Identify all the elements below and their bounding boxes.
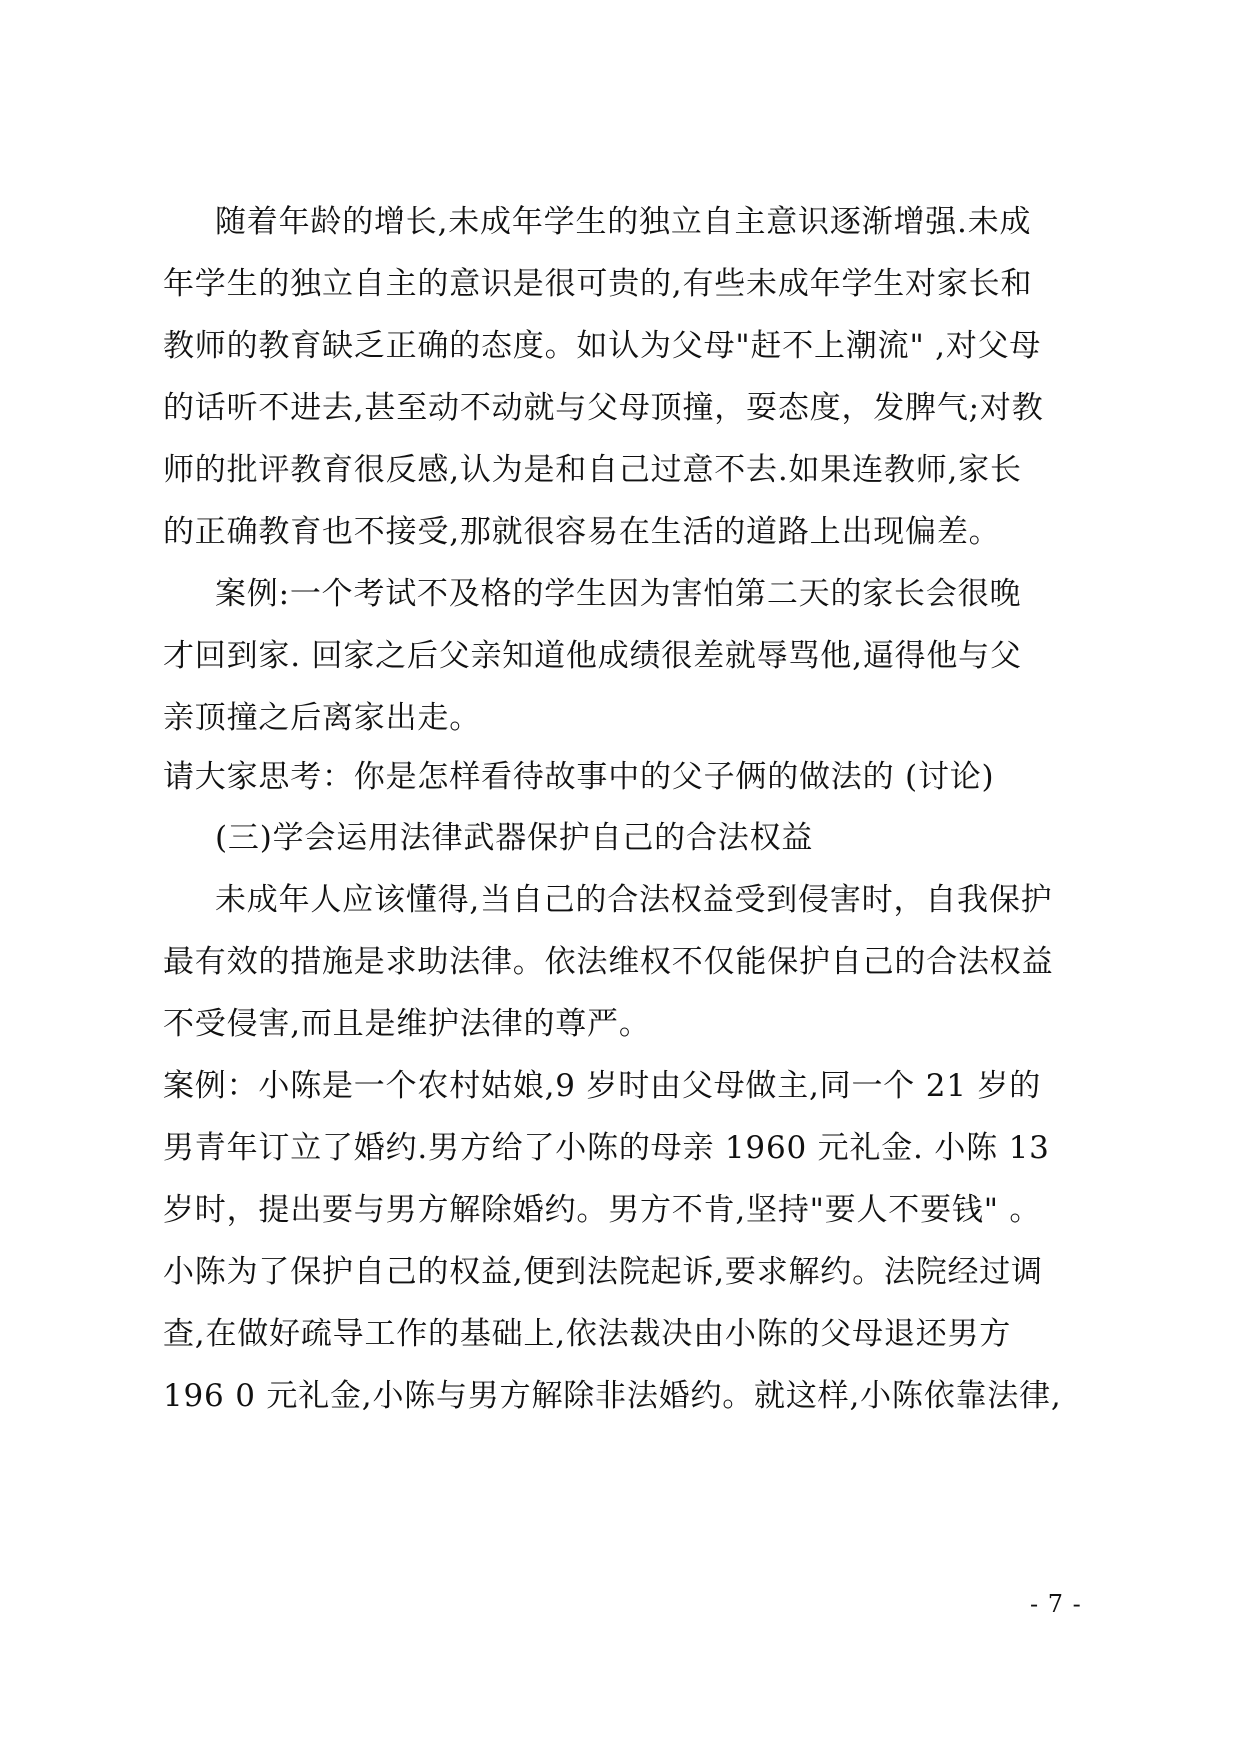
paragraph-1-line-2: 年学生的独立自主的意识是很可贵的,有些未成年学生对家长和 xyxy=(163,266,1033,302)
case-1-line-2: 才回到家. 回家之后父亲知道他成绩很差就辱骂他,逼得他与父 xyxy=(163,638,1022,674)
case-2-line-5: 查,在做好疏导工作的基础上,依法裁决由小陈的父母退还男方 xyxy=(163,1316,1012,1352)
paragraph-2-line-1: 未成年人应该懂得,当自己的合法权益受到侵害时，自我保护 xyxy=(215,882,1053,918)
case-2-line-4: 小陈为了保护自己的权益,便到法院起诉,要求解约。法院经过调 xyxy=(163,1254,1043,1290)
case-1-line-3: 亲顶撞之后离家出走。 xyxy=(163,700,481,736)
case-2-line-3: 岁时，提出要与男方解除婚约。男方不肯,坚持"要人不要钱" 。 xyxy=(163,1192,1042,1228)
case-2-line-6: 196 0 元礼金,小陈与男方解除非法婚约。就这样,小陈依靠法律, xyxy=(163,1378,1062,1414)
paragraph-1-line-5: 师的批评教育很反感,认为是和自己过意不去.如果连教师,家长 xyxy=(163,452,1022,488)
paragraph-1-line-3: 教师的教育缺乏正确的态度。如认为父母"赶不上潮流" ,对父母 xyxy=(163,328,1042,364)
section-heading: (三)学会运用法律武器保护自己的合法权益 xyxy=(215,820,814,856)
case-2-line-2: 男青年订立了婚约.男方给了小陈的母亲 1960 元礼金. 小陈 13 xyxy=(163,1130,1050,1166)
case-2-line-1: 案例：小陈是一个农村姑娘,9 岁时由父母做主,同一个 21 岁的 xyxy=(163,1068,1042,1104)
paragraph-1-line-4: 的话听不进去,甚至动不动就与父母顶撞，耍态度，发脾气;对教 xyxy=(163,390,1044,426)
paragraph-1-line-1: 随着年龄的增长,未成年学生的独立自主意识逐渐增强.未成 xyxy=(215,204,1032,240)
paragraph-1-line-6: 的正确教育也不接受,那就很容易在生活的道路上出现偏差。 xyxy=(163,514,1001,550)
discussion-question: 请大家思考：你是怎样看待故事中的父子俩的做法的 (讨论) xyxy=(163,759,995,795)
page-number: - 7 - xyxy=(1030,1590,1082,1618)
paragraph-2-line-2: 最有效的措施是求助法律。依法维权不仅能保护自己的合法权益 xyxy=(163,944,1054,980)
case-1-line-1: 案例:一个考试不及格的学生因为害怕第二天的家长会很晚 xyxy=(215,576,1022,612)
paragraph-2-line-3: 不受侵害,而且是维护法律的尊严。 xyxy=(163,1006,651,1042)
